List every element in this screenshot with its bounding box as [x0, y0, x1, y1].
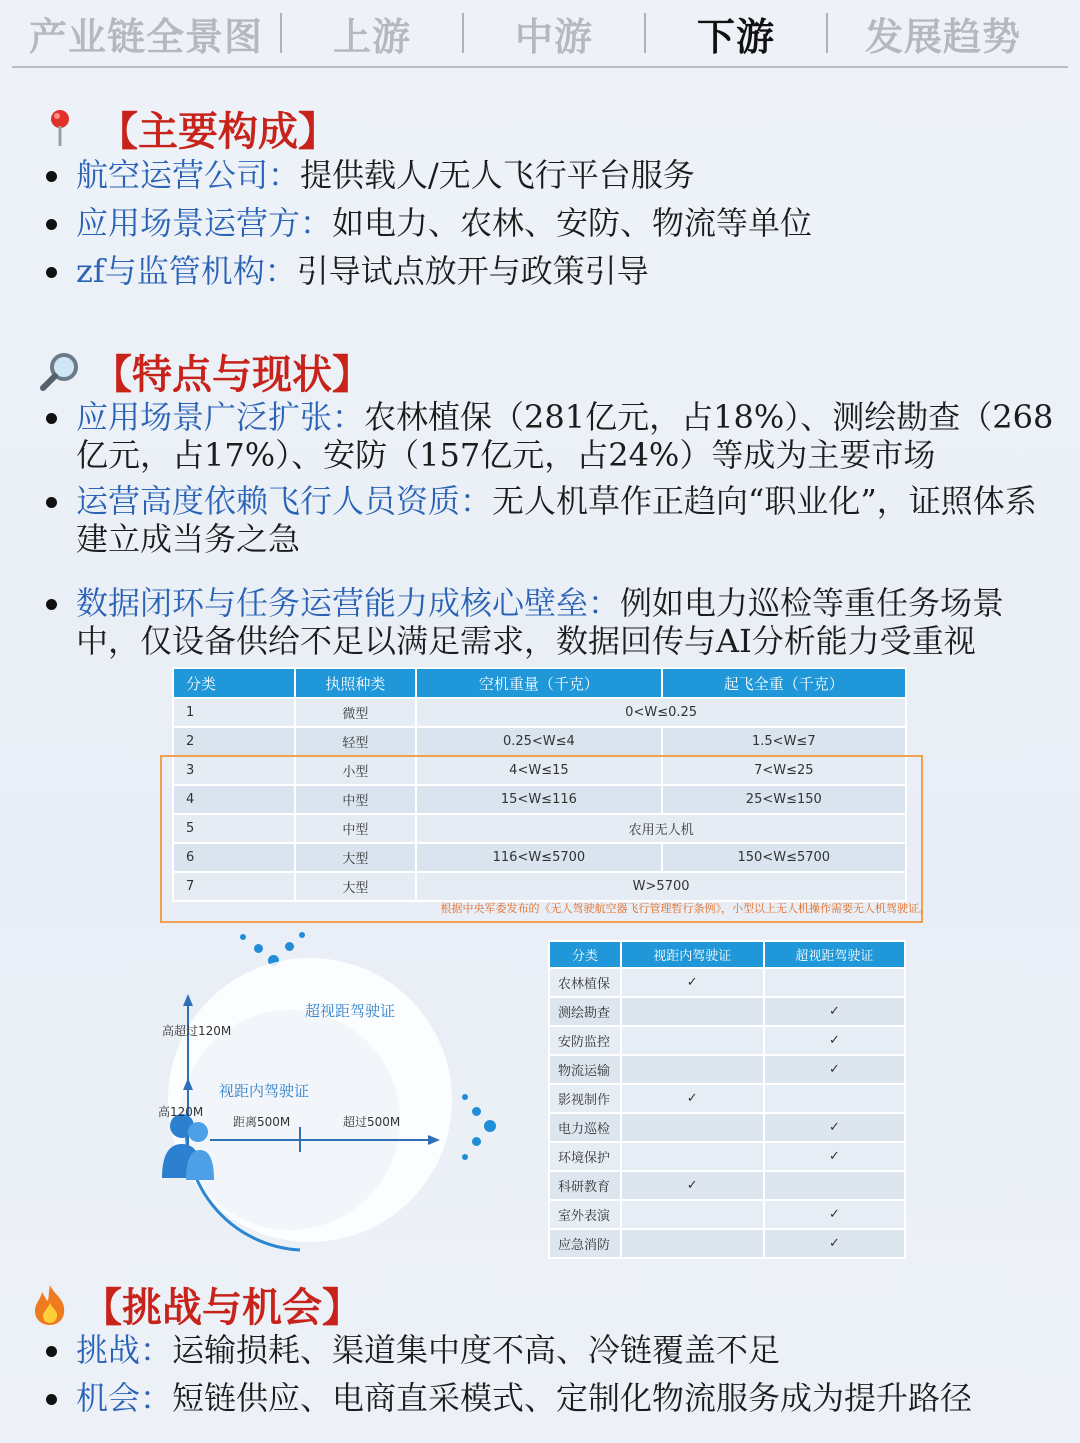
- table-row: [173, 698, 906, 727]
- table-row: [549, 1113, 905, 1142]
- table-cell: 室外表演: [549, 1200, 621, 1229]
- section-title-status: 【特点与现状】: [38, 343, 372, 400]
- composition-list: [40, 156, 1060, 290]
- table-row: [549, 1026, 905, 1055]
- license-range-diagram: [140, 930, 540, 1260]
- table-cell: 25<W≤150: [662, 785, 906, 814]
- decor-dot: [484, 1120, 496, 1132]
- highlight-box: [160, 755, 923, 923]
- list-item: 应用场景运营方：如电力、农林、安防、物流等单位: [40, 204, 1060, 242]
- table-cell: 7<W≤25: [662, 756, 906, 785]
- table-row: [549, 997, 905, 1026]
- table-cell: [621, 1055, 764, 1084]
- table-cell: [621, 997, 764, 1026]
- table-cell: 物流运输: [549, 1055, 621, 1084]
- table-cell: [621, 1142, 764, 1171]
- table-row: [549, 1055, 905, 1084]
- list-item: zf与监管机构：引导试点放开与政策引导: [40, 252, 1060, 290]
- usage-license-table: [548, 940, 906, 1259]
- column-header: 分类: [549, 941, 621, 968]
- table-cell: 1.5<W≤7: [662, 727, 906, 756]
- magnifier-icon: [38, 350, 82, 394]
- list-item: 航空运营公司：提供载人/无人飞行平台服务: [40, 156, 1060, 194]
- height-low-label: 高120M: [158, 1105, 204, 1119]
- table-cell: 1: [173, 698, 295, 727]
- diagram-graphic: [140, 930, 540, 1260]
- column-header: 视距内驾驶证: [621, 941, 764, 968]
- table-row: [549, 1084, 905, 1113]
- table-cell: 农用无人机: [416, 814, 906, 843]
- decor-dot: [462, 1154, 468, 1160]
- table-row: [549, 1142, 905, 1171]
- section-title-composition: 【主要构成】: [44, 100, 338, 157]
- tab-midstream[interactable]: 中游: [514, 13, 593, 59]
- table-cell: 2: [173, 727, 295, 756]
- table-cell: 0.25<W≤4: [416, 727, 661, 756]
- table-row: [549, 1171, 905, 1200]
- distance-over-label: 超过500M: [343, 1115, 401, 1129]
- tab-bar: [12, 0, 1068, 68]
- table-cell: W>5700: [416, 872, 906, 901]
- table-cell: 4<W≤15: [416, 756, 661, 785]
- table-cell: [764, 1084, 905, 1113]
- table-cell: [764, 1171, 905, 1200]
- table-cell: 小型: [295, 756, 417, 785]
- table-cell: 中型: [295, 785, 417, 814]
- table-cell: 轻型: [295, 727, 417, 756]
- table-cell: ✓: [764, 1113, 905, 1142]
- decor-dot: [472, 1137, 481, 1146]
- table-cell: 电力巡检: [549, 1113, 621, 1142]
- table-cell: 环境保护: [549, 1142, 621, 1171]
- section-title-challenges: 【挑战与机会】: [28, 1276, 362, 1333]
- table-cell: 农林植保: [549, 968, 621, 997]
- table-cell: [621, 1026, 764, 1055]
- status-list: [40, 398, 1060, 660]
- bvlos-label: 超视距驾驶证: [305, 1002, 396, 1020]
- distance-500-label: 距离500M: [233, 1115, 291, 1129]
- tab-upstream[interactable]: 上游: [332, 13, 411, 59]
- table-header-row: [173, 668, 906, 698]
- table-cell: 影视制作: [549, 1084, 621, 1113]
- table-cell: ✓: [764, 1026, 905, 1055]
- table-cell: 大型: [295, 843, 417, 872]
- list-item: 应用场景广泛扩张：农林植保（281亿元，占18%）、测绘勘查（268亿元，占17%）、安防（157亿元，占24%）等成为主要市场: [40, 398, 1060, 474]
- table-cell: [764, 968, 905, 997]
- table-cell: ✓: [764, 1055, 905, 1084]
- table-cell: [621, 1229, 764, 1258]
- column-header: 超视距驾驶证: [764, 941, 905, 968]
- table-cell: ✓: [621, 1084, 764, 1113]
- table-cell: 116<W≤5700: [416, 843, 661, 872]
- table-cell: 0<W≤0.25: [416, 698, 906, 727]
- table-cell: ✓: [621, 968, 764, 997]
- column-header: 分类: [173, 668, 295, 698]
- table-cell: ✓: [764, 1229, 905, 1258]
- table-cell: [621, 1200, 764, 1229]
- table-cell: ✓: [764, 1142, 905, 1171]
- regulation-note: 根据中央军委发布的《无人驾驶航空器飞行管理暂行条例》，小型以上无人机操作需要无人机驾驶证。: [440, 902, 930, 915]
- table-cell: 150<W≤5700: [662, 843, 906, 872]
- table-cell: 6: [173, 843, 295, 872]
- table-row: [549, 1229, 905, 1258]
- decor-dot: [462, 1094, 468, 1100]
- table-cell: 科研教育: [549, 1171, 621, 1200]
- table-row: [549, 968, 905, 997]
- table-cell: 4: [173, 785, 295, 814]
- challenges-list: [40, 1331, 1060, 1417]
- table-header-row: [549, 941, 905, 968]
- vlos-label: 视距内驾驶证: [219, 1082, 310, 1100]
- tab-overview[interactable]: 产业链全景图: [28, 13, 263, 59]
- table-cell: 应急消防: [549, 1229, 621, 1258]
- table-cell: 安防监控: [549, 1026, 621, 1055]
- table-cell: 微型: [295, 698, 417, 727]
- list-item: 运营高度依赖飞行人员资质：无人机草作正趋向“职业化”，证照体系建立成当务之急: [40, 482, 1060, 558]
- table-cell: [621, 1113, 764, 1142]
- pin-icon: [44, 107, 88, 151]
- tab-downstream[interactable]: 下游: [696, 13, 775, 59]
- table-cell: 3: [173, 756, 295, 785]
- table-cell: 中型: [295, 814, 417, 843]
- table-cell: ✓: [764, 1200, 905, 1229]
- tab-trends[interactable]: 发展趋势: [864, 13, 1021, 59]
- table-cell: 大型: [295, 872, 417, 901]
- decor-dot: [472, 1107, 481, 1116]
- table-cell: ✓: [621, 1171, 764, 1200]
- table-row: [549, 1200, 905, 1229]
- fire-icon: [28, 1283, 72, 1327]
- table-cell: 5: [173, 814, 295, 843]
- column-header: 起飞全重（千克）: [662, 668, 906, 698]
- height-high-label: 高超过120M: [162, 1024, 232, 1038]
- list-item: 机会：短链供应、电商直采模式、定制化物流服务成为提升路径: [40, 1379, 1060, 1417]
- column-header: 执照种类: [295, 668, 417, 698]
- column-header: 空机重量（千克）: [416, 668, 661, 698]
- table-cell: 7: [173, 872, 295, 901]
- table-row: [173, 727, 906, 756]
- table-cell: 15<W≤116: [416, 785, 661, 814]
- list-item: 挑战：运输损耗、渠道集中度不高、冷链覆盖不足: [40, 1331, 1060, 1369]
- list-item: 数据闭环与任务运营能力成核心壁垒：例如电力巡检等重任务场景中，仅设备供给不足以满足需求，数据回传与AI分析能力受重视: [40, 584, 1060, 660]
- table-cell: 测绘勘查: [549, 997, 621, 1026]
- table-cell: ✓: [764, 997, 905, 1026]
